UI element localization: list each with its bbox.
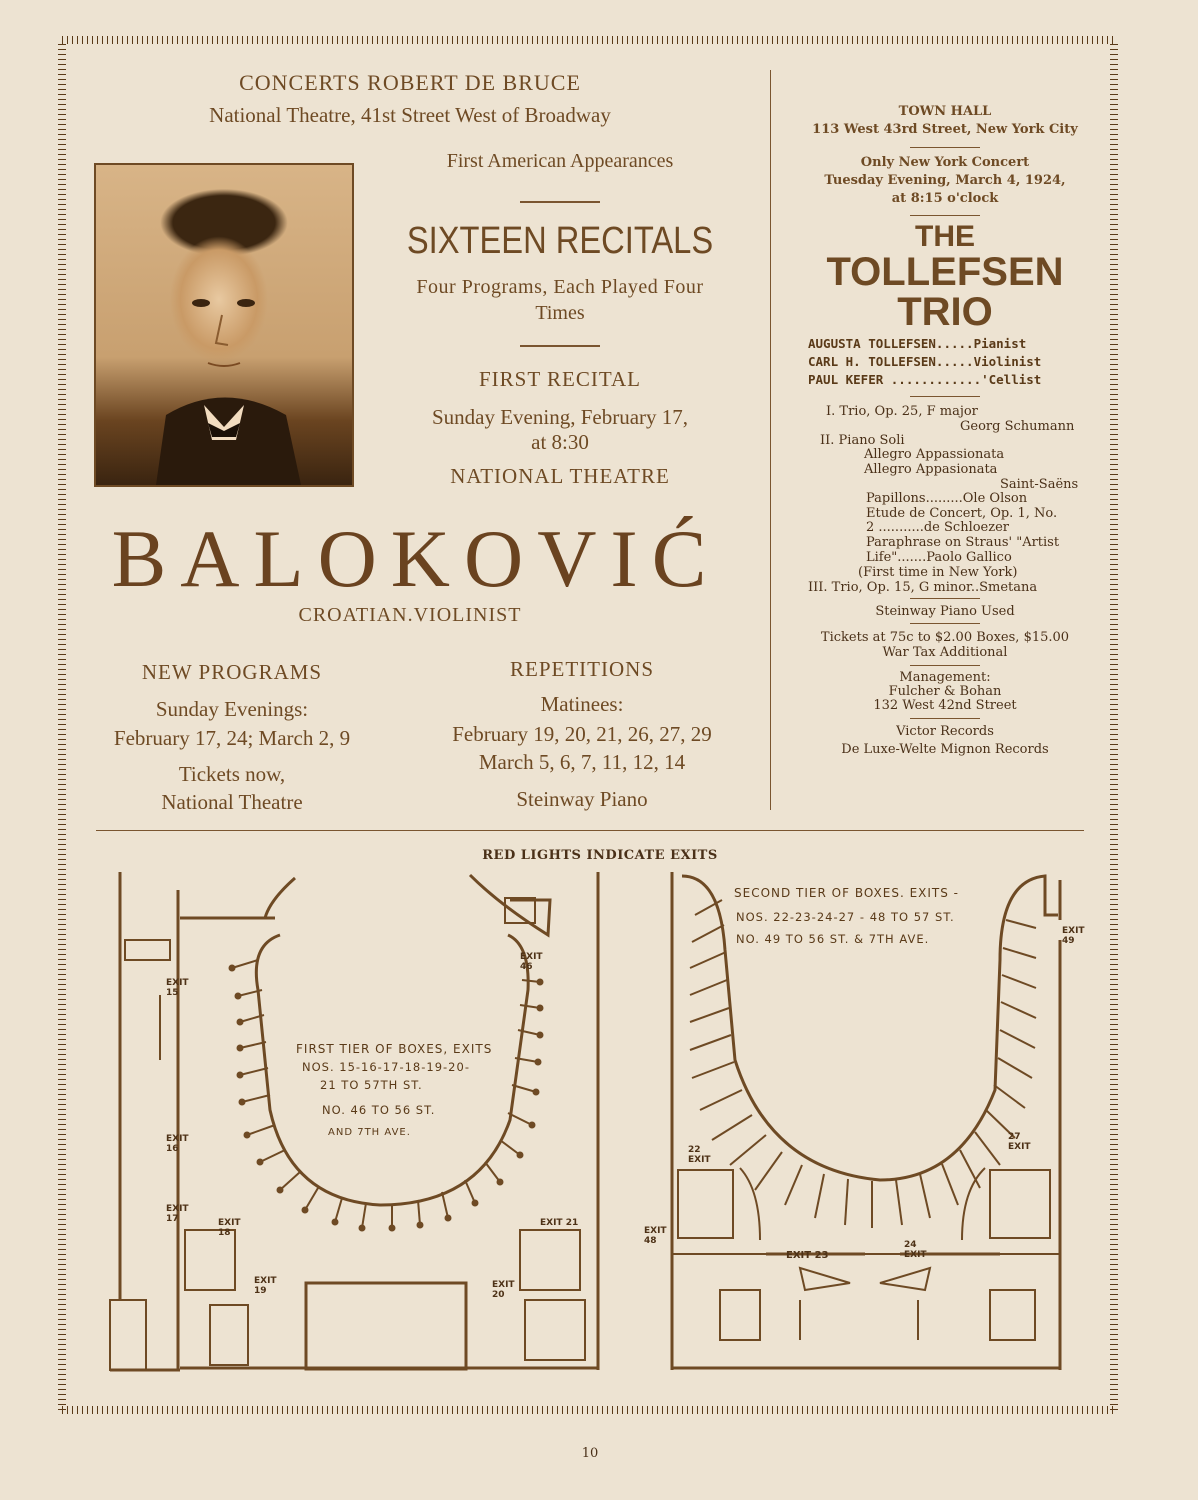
second-tier-plan [672, 872, 1060, 1370]
sunday-evenings: Sunday Evenings: [155, 697, 309, 721]
program-line: Life".......Paolo Gallico [866, 550, 1012, 565]
concert-time: at 8:15 o'clock [891, 191, 999, 206]
recital-date: Sunday Evening, February 17, [431, 405, 689, 429]
venue: National Theatre, 41st Street West of Broadway [209, 103, 611, 127]
second-tier-line-2: NOS. 22-23-24-27 - 48 TO 57 ST. [736, 910, 955, 924]
program-line: Etude de Concert, Op. 1, No. [866, 506, 1058, 521]
exit-24-label: 24 EXIT [904, 1240, 927, 1260]
steinway-piano: Steinway Piano [516, 787, 648, 811]
times: Times [535, 302, 585, 324]
exit-16-label: EXIT 16 [166, 1134, 189, 1154]
repetition-dates-2: March 5, 6, 7, 11, 12, 14 [478, 750, 686, 774]
sixteen-recitals: SIXTEEN RECITALS [406, 220, 714, 262]
exit-22-label: 22 EXIT [688, 1145, 711, 1165]
concert-date: Tuesday Evening, March 4, 1924, [824, 173, 1066, 188]
page-number: 10 [581, 1446, 599, 1461]
member-3: PAUL KEFER ............'Cellist [808, 372, 1042, 387]
first-tier-line-2: NOS. 15-16-17-18-19-20- [302, 1060, 470, 1074]
first-tier-line-3: 21 TO 57TH ST. [320, 1078, 423, 1092]
program-line: Georg Schumann [960, 419, 1075, 434]
new-programs: NEW PROGRAMS [141, 660, 323, 684]
program-line: Paraphrase on Straus' "Artist [866, 535, 1060, 550]
repetitions: REPETITIONS [510, 657, 654, 681]
the-heading: THE [915, 220, 975, 253]
first-tier-line-5: AND 7TH AVE. [328, 1127, 411, 1138]
war-tax: War Tax Additional [882, 645, 1008, 660]
exit-23-label: EXIT 23 [786, 1250, 829, 1261]
member-1: AUGUSTA TOLLEFSEN.....Pianist [808, 336, 1027, 351]
tickets-price: Tickets at 75c to $2.00 Boxes, $15.00 [820, 630, 1070, 645]
repetition-dates-1: February 19, 20, 21, 26, 27, 29 [452, 722, 712, 746]
program-line: (First time in New York) [858, 565, 1018, 580]
program-line: Saint-Saëns [1000, 477, 1079, 492]
exit-21-label: EXIT 21 [540, 1218, 579, 1228]
exit-19-label: EXIT 19 [254, 1276, 277, 1296]
exit-49-label: EXIT 49 [1062, 926, 1085, 946]
first-tier-title: FIRST TIER OF BOXES, EXITS [296, 1042, 493, 1056]
program-dates: February 17, 24; March 2, 9 [113, 726, 351, 750]
program-line: I. Trio, Op. 25, F major [826, 404, 978, 419]
program-line: 2 ...........de Schloezer [866, 520, 1009, 535]
program-line: Allegro Appasionata [864, 462, 998, 477]
management-address: 132 West 42nd Street [873, 698, 1017, 713]
tickets-line-1: Tickets now, [178, 762, 286, 786]
victor-records: Victor Records [896, 724, 994, 739]
exit-48-label: EXIT 48 [644, 1226, 667, 1246]
recital-time: at 8:30 [531, 430, 589, 454]
management-name: Fulcher & Bohan [888, 684, 1002, 699]
exit-46-label: EXIT 46 [520, 952, 543, 972]
exit-18-label: EXIT 18 [218, 1218, 241, 1238]
first-recital: FIRST RECITAL [478, 367, 642, 391]
member-2: CARL H. TOLLEFSEN.....Violinist [808, 354, 1042, 369]
exit-20-label: EXIT 20 [492, 1280, 515, 1300]
only-concert: Only New York Concert [860, 155, 1030, 170]
exit-17-label: EXIT 17 [166, 1204, 189, 1224]
first-tier-box-dividers [230, 960, 543, 1231]
presenter: CONCERTS ROBERT DE BRUCE [239, 70, 581, 95]
management-label: Management: [899, 670, 991, 685]
first-appearances: First American Appearances [446, 150, 674, 172]
piano-used: Steinway Piano Used [875, 604, 1015, 619]
exit-15-label: EXIT 15 [166, 978, 189, 998]
program-line: Papillons.........Ole Olson [866, 491, 1028, 506]
plan-header: RED LIGHTS INDICATE EXITS [482, 848, 718, 863]
artist-name: BALOKOVIĆ [111, 513, 721, 604]
hall-address: 113 West 43rd Street, New York City [812, 122, 1078, 137]
tollefsen-heading: TOLLEFSEN [826, 250, 1064, 294]
second-tier-line-3: NO. 49 TO 56 ST. & 7TH AVE. [736, 932, 930, 946]
first-tier-line-4: NO. 46 TO 56 ST. [322, 1103, 436, 1117]
trio-heading: TRIO [897, 290, 993, 334]
matinees: Matinees: [540, 692, 624, 716]
program-line: II. Piano Soli [820, 433, 905, 448]
program-line: Allegro Appassionata [864, 447, 1005, 462]
program-line: III. Trio, Op. 15, G minor..Smetana [808, 580, 1038, 595]
tickets-line-2: National Theatre [161, 790, 303, 814]
national-theatre: NATIONAL THEATRE [450, 464, 670, 488]
exit-27-label: 27 EXIT [1008, 1132, 1031, 1152]
artist-description: CROATIAN.VIOLINIST [298, 604, 522, 626]
four-programs: Four Programs, Each Played Four [416, 276, 704, 298]
second-tier-title: SECOND TIER OF BOXES. EXITS - [734, 886, 960, 900]
town-hall: TOWN HALL [898, 104, 992, 119]
deluxe-records: De Luxe-Welte Mignon Records [841, 742, 1049, 757]
